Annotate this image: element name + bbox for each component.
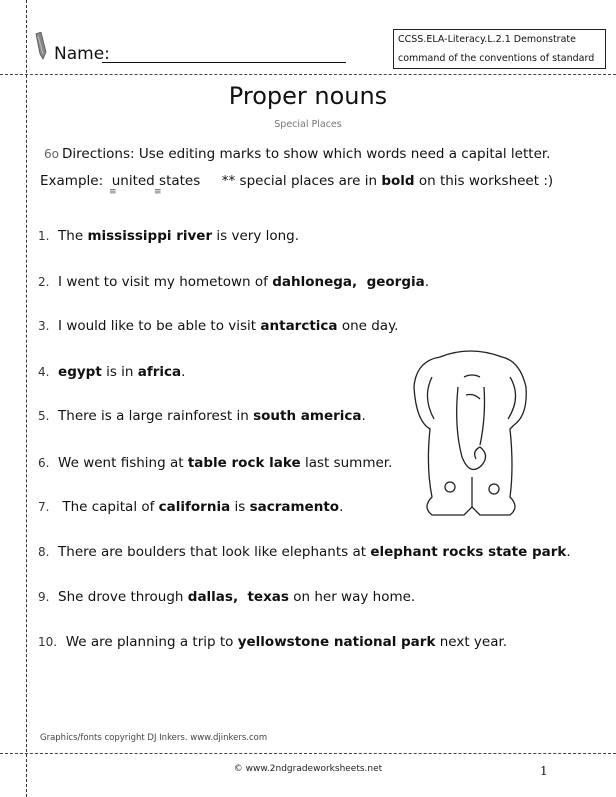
cut-line-top — [0, 74, 616, 75]
standard-line-2: command of the conventions of standard — [398, 53, 595, 64]
proper-noun: table rock lake — [187, 455, 301, 471]
name-input-line[interactable] — [102, 62, 346, 63]
sentence-text: is — [230, 499, 250, 515]
question-number: 5. — [38, 409, 50, 423]
question-number: 10. — [38, 635, 58, 649]
directions — [44, 146, 550, 162]
sentence-text: . — [339, 499, 344, 515]
sentence-text: next year. — [435, 634, 508, 650]
question-number: 8. — [38, 545, 50, 559]
proper-noun: sacramento — [249, 499, 340, 515]
question-number: 3. — [38, 319, 50, 333]
proper-noun: california — [158, 499, 231, 515]
sentence-text: There is a large rainforest in — [58, 408, 254, 424]
elephant-illustration — [410, 347, 532, 517]
example-note-end: on this worksheet :) — [414, 173, 554, 189]
question-item — [38, 634, 507, 650]
sentence-text: one day. — [337, 318, 399, 334]
sentence-text: The capital of — [58, 499, 159, 515]
example-note: ** special places are in — [221, 173, 382, 189]
sentence-text: We are planning a trip to — [65, 634, 238, 650]
page-number: 1 — [540, 764, 548, 778]
sentence-text: . — [566, 544, 571, 560]
example-label: Example: — [40, 173, 104, 189]
proper-noun: antarctica — [260, 318, 338, 334]
sentence-text: on her way home. — [288, 589, 416, 605]
sentence-text: last summer. — [300, 455, 393, 471]
proper-noun: dallas, texas — [187, 589, 289, 605]
proper-noun: egypt — [58, 364, 102, 380]
question-item — [38, 455, 392, 471]
question-number: 4. — [38, 365, 50, 379]
question-item — [38, 499, 343, 515]
sentence-text: . — [181, 364, 186, 380]
question-number: 9. — [38, 590, 50, 604]
footer-credit: Graphics/fonts copyright DJ Inkers. www.djinkers.com — [40, 733, 268, 743]
sentence-text: We went fishing at — [58, 455, 188, 471]
pencil-icon — [34, 32, 48, 60]
proper-noun: mississippi river — [87, 228, 213, 244]
sentence-text: is in — [101, 364, 138, 380]
question-number: 7. — [38, 500, 50, 514]
sentence-text: There are boulders that look like elephants at — [58, 544, 371, 560]
question-item — [38, 228, 299, 244]
glasses-icon: 6o — [44, 147, 59, 161]
example-note-bold: bold — [381, 173, 415, 189]
sentence-text: I would like to be able to visit — [58, 318, 261, 334]
proper-noun: elephant rocks state park — [370, 544, 567, 560]
example-words: united states — [111, 173, 201, 189]
standard-box — [393, 29, 606, 69]
example-line — [40, 173, 553, 189]
name-label: Name: — [54, 44, 110, 64]
directions-text: Directions: Use editing marks to show which words need a capital letter. — [61, 146, 551, 162]
capital-mark-icon: ≡ — [154, 187, 162, 197]
cut-line-bottom — [0, 753, 616, 754]
sentence-text: is very long. — [212, 228, 300, 244]
proper-noun: yellowstone national park — [237, 634, 436, 650]
question-item — [38, 589, 415, 605]
sentence-text: The — [58, 228, 88, 244]
question-item — [38, 318, 398, 334]
question-item — [38, 408, 366, 424]
proper-noun: dahlonega, georgia — [272, 274, 425, 290]
question-number: 2. — [38, 275, 50, 289]
sentence-text: She drove through — [58, 589, 188, 605]
sentence-text: . — [424, 274, 430, 290]
question-item — [38, 544, 571, 560]
capital-mark-icon: ≡ — [109, 187, 117, 197]
page-title: Proper nouns — [228, 82, 388, 110]
question-item — [38, 364, 185, 380]
standard-line-1: CCSS.ELA-Literacy.L.2.1 Demonstrate — [398, 34, 576, 45]
question-number: 1. — [38, 229, 50, 243]
question-number: 6. — [38, 456, 50, 470]
proper-noun: africa — [137, 364, 182, 380]
sentence-text: . — [361, 408, 366, 424]
sentence-text: I went to visit my hometown of — [58, 274, 273, 290]
proper-noun: south america — [253, 408, 362, 424]
footer-site: © www.2ndgradeworksheets.net — [233, 764, 383, 774]
page-subtitle: Special Places — [274, 119, 342, 130]
question-item — [38, 274, 429, 290]
